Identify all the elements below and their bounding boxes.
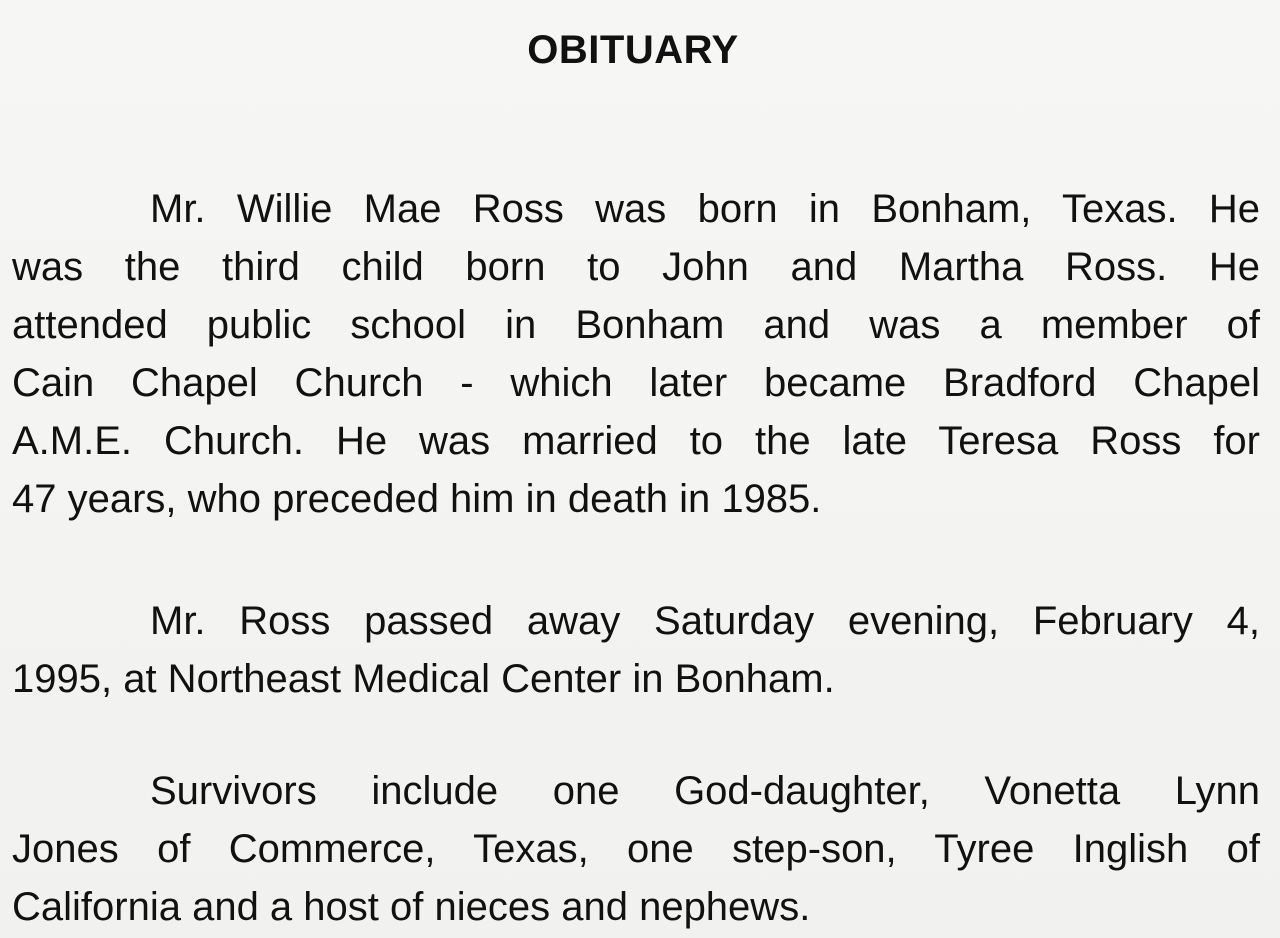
- paragraph-biography: [12, 180, 1260, 528]
- paragraph-line: attended public school in Bonham and was a member of: [12, 303, 1260, 347]
- paragraph-line: A.M.E. Church. He was married to the late Teresa Ross for: [12, 419, 1260, 463]
- paragraph-line: was the third child born to John and Martha Ross. He: [12, 245, 1260, 289]
- paragraph-line: 1995, at Northeast Medical Center in Bonham.: [12, 657, 835, 701]
- paragraph-line: Survivors include one God-daughter, Vonetta Lynn: [150, 769, 1260, 813]
- paragraph-line: Mr. Ross passed away Saturday evening, February 4,: [150, 599, 1260, 643]
- obituary-title: OBITUARY: [527, 28, 739, 72]
- paragraph-line: Jones of Commerce, Texas, one step-son, Tyree Inglish of: [12, 827, 1260, 871]
- paragraph-survivors: [12, 762, 1260, 936]
- paragraph-line: Cain Chapel Church - which later became Bradford Chapel: [12, 361, 1260, 405]
- paragraph-line: 47 years, who preceded him in death in 1985.: [12, 477, 822, 521]
- paragraph-passing: [12, 592, 1260, 708]
- paragraph-line: California and a host of nieces and nephews.: [12, 885, 811, 929]
- paragraph-line: Mr. Willie Mae Ross was born in Bonham, Texas. He: [150, 187, 1260, 231]
